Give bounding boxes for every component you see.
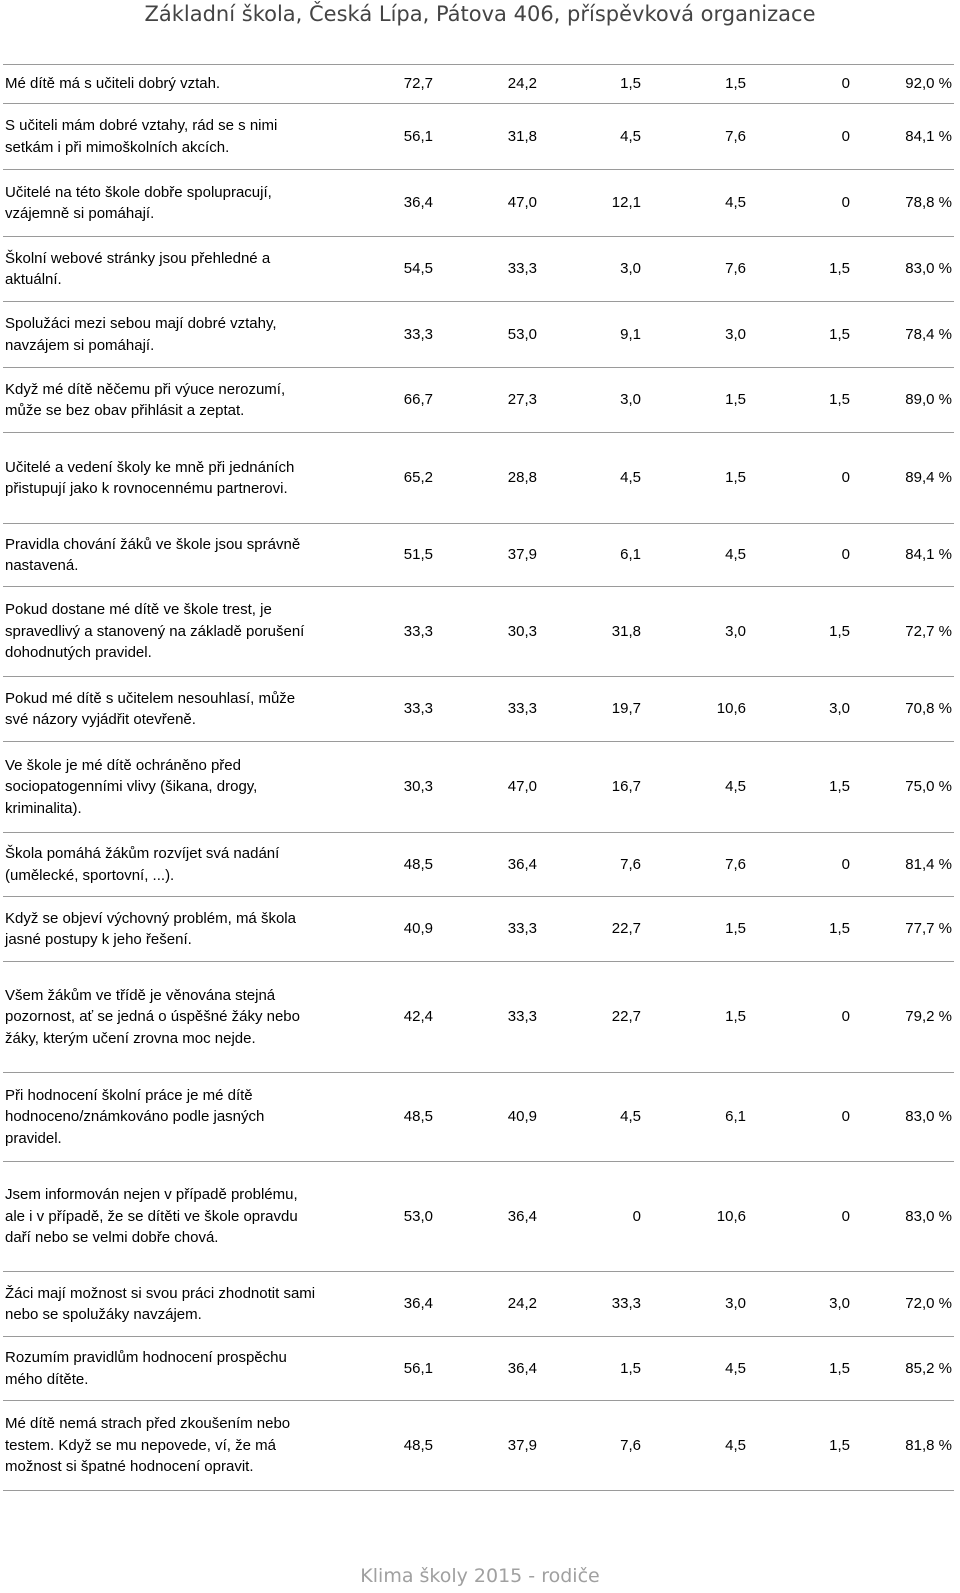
value-strongly-disagree: 4,5 <box>643 1337 748 1401</box>
value-dont-know: 0 <box>748 962 852 1073</box>
table-row <box>3 524 954 587</box>
question-cell: Mé dítě má s učiteli dobrý vztah. <box>3 65 333 104</box>
value-satisfaction-total: 85,2 % <box>852 1337 954 1401</box>
question-cell: Učitelé na této škole dobře spolupracují, vzájemně si pomáhají. <box>3 170 333 237</box>
value-strongly-disagree: 7,6 <box>643 237 748 302</box>
value-dont-know: 1,5 <box>748 237 852 302</box>
value-strongly-disagree: 7,6 <box>643 104 748 170</box>
value-strongly-disagree: 1,5 <box>643 897 748 962</box>
value-strongly-agree: 42,4 <box>333 962 435 1073</box>
value-strongly-disagree: 10,6 <box>643 1162 748 1272</box>
value-dont-know: 0 <box>748 65 852 104</box>
value-disagree: 6,1 <box>539 524 643 587</box>
survey-results-table <box>3 64 954 1491</box>
value-disagree: 22,7 <box>539 962 643 1073</box>
value-satisfaction-total: 89,0 % <box>852 368 954 433</box>
value-dont-know: 0 <box>748 833 852 897</box>
value-disagree: 33,3 <box>539 1272 643 1337</box>
value-strongly-agree: 48,5 <box>333 1401 435 1491</box>
question-cell: Když mé dítě něčemu při výuce nerozumí, může se bez obav přihlásit a zeptat. <box>3 368 333 433</box>
value-satisfaction-total: 81,8 % <box>852 1401 954 1491</box>
table-row <box>3 1073 954 1162</box>
question-cell: S učiteli mám dobré vztahy, rád se s nimi setkám i při mimoškolních akcích. <box>3 104 333 170</box>
question-cell: Školní webové stránky jsou přehledné a aktuální. <box>3 237 333 302</box>
value-agree: 33,3 <box>435 237 539 302</box>
value-agree: 37,9 <box>435 1401 539 1491</box>
value-strongly-disagree: 3,0 <box>643 1272 748 1337</box>
value-disagree: 7,6 <box>539 1401 643 1491</box>
value-satisfaction-total: 92,0 % <box>852 65 954 104</box>
question-cell: Škola pomáhá žákům rozvíjet svá nadání (umělecké, sportovní, ...). <box>3 833 333 897</box>
value-strongly-agree: 33,3 <box>333 677 435 742</box>
value-strongly-disagree: 6,1 <box>643 1073 748 1162</box>
table-row <box>3 170 954 237</box>
value-satisfaction-total: 75,0 % <box>852 742 954 833</box>
table-row <box>3 368 954 433</box>
question-cell: Mé dítě nemá strach před zkoušením nebo testem. Když se mu nepovede, ví, že má možnost si špatné hodnocení opravit. <box>3 1401 333 1491</box>
question-cell: Když se objeví výchovný problém, má škola jasné postupy k jeho řešení. <box>3 897 333 962</box>
value-agree: 36,4 <box>435 833 539 897</box>
value-satisfaction-total: 77,7 % <box>852 897 954 962</box>
question-cell: Všem žákům ve třídě je věnována stejná pozornost, ať se jedná o úspěšné žáky nebo žáky, kterým učení zrovna moc nejde. <box>3 962 333 1073</box>
page-header: Základní škola, Česká Lípa, Pátova 406, příspěvková organizace <box>144 2 816 26</box>
value-dont-know: 0 <box>748 1073 852 1162</box>
value-strongly-disagree: 4,5 <box>643 742 748 833</box>
value-agree: 47,0 <box>435 742 539 833</box>
value-disagree: 3,0 <box>539 237 643 302</box>
value-satisfaction-total: 83,0 % <box>852 1073 954 1162</box>
value-satisfaction-total: 83,0 % <box>852 237 954 302</box>
value-dont-know: 1,5 <box>748 742 852 833</box>
table-row <box>3 587 954 677</box>
value-satisfaction-total: 81,4 % <box>852 833 954 897</box>
value-strongly-disagree: 4,5 <box>643 524 748 587</box>
value-strongly-agree: 66,7 <box>333 368 435 433</box>
value-dont-know: 3,0 <box>748 1272 852 1337</box>
table-row <box>3 897 954 962</box>
value-dont-know: 1,5 <box>748 302 852 368</box>
value-dont-know: 1,5 <box>748 1401 852 1491</box>
table-row <box>3 104 954 170</box>
value-agree: 33,3 <box>435 962 539 1073</box>
value-dont-know: 1,5 <box>748 587 852 677</box>
value-satisfaction-total: 84,1 % <box>852 104 954 170</box>
value-agree: 31,8 <box>435 104 539 170</box>
question-cell: Jsem informován nejen v případě problému, ale i v případě, že se dítěti ve škole opravdu daří nebo se velmi dobře chová. <box>3 1162 333 1272</box>
table-row <box>3 962 954 1073</box>
page-footer: Klima školy 2015 - rodiče <box>360 1565 600 1587</box>
question-cell: Rozumím pravidlům hodnocení prospěchu mého dítěte. <box>3 1337 333 1401</box>
value-satisfaction-total: 70,8 % <box>852 677 954 742</box>
table-row <box>3 302 954 368</box>
table-row <box>3 833 954 897</box>
table-row <box>3 1337 954 1401</box>
value-dont-know: 0 <box>748 433 852 524</box>
value-strongly-disagree: 7,6 <box>643 833 748 897</box>
value-agree: 36,4 <box>435 1337 539 1401</box>
value-disagree: 16,7 <box>539 742 643 833</box>
table-row <box>3 237 954 302</box>
value-satisfaction-total: 72,0 % <box>852 1272 954 1337</box>
value-agree: 53,0 <box>435 302 539 368</box>
value-strongly-agree: 40,9 <box>333 897 435 962</box>
value-disagree: 3,0 <box>539 368 643 433</box>
value-agree: 24,2 <box>435 1272 539 1337</box>
value-disagree: 7,6 <box>539 833 643 897</box>
value-agree: 28,8 <box>435 433 539 524</box>
value-strongly-agree: 65,2 <box>333 433 435 524</box>
value-disagree: 12,1 <box>539 170 643 237</box>
question-cell: Ve škole je mé dítě ochráněno před sociopatogenními vlivy (šikana, drogy, kriminalita). <box>3 742 333 833</box>
question-cell: Při hodnocení školní práce je mé dítě hodnoceno/známkováno podle jasných pravidel. <box>3 1073 333 1162</box>
value-dont-know: 0 <box>748 104 852 170</box>
value-strongly-disagree: 4,5 <box>643 1401 748 1491</box>
value-strongly-agree: 56,1 <box>333 104 435 170</box>
value-dont-know: 1,5 <box>748 897 852 962</box>
value-dont-know: 1,5 <box>748 1337 852 1401</box>
value-strongly-agree: 33,3 <box>333 587 435 677</box>
value-strongly-agree: 53,0 <box>333 1162 435 1272</box>
value-agree: 33,3 <box>435 897 539 962</box>
value-satisfaction-total: 84,1 % <box>852 524 954 587</box>
question-cell: Spolužáci mezi sebou mají dobré vztahy, navzájem si pomáhají. <box>3 302 333 368</box>
value-strongly-disagree: 3,0 <box>643 302 748 368</box>
value-satisfaction-total: 78,4 % <box>852 302 954 368</box>
value-satisfaction-total: 72,7 % <box>852 587 954 677</box>
value-strongly-agree: 36,4 <box>333 1272 435 1337</box>
value-strongly-disagree: 1,5 <box>643 962 748 1073</box>
value-strongly-agree: 48,5 <box>333 1073 435 1162</box>
value-strongly-agree: 51,5 <box>333 524 435 587</box>
value-dont-know: 3,0 <box>748 677 852 742</box>
value-dont-know: 1,5 <box>748 368 852 433</box>
value-satisfaction-total: 78,8 % <box>852 170 954 237</box>
value-disagree: 4,5 <box>539 433 643 524</box>
value-agree: 30,3 <box>435 587 539 677</box>
value-agree: 47,0 <box>435 170 539 237</box>
value-disagree: 22,7 <box>539 897 643 962</box>
value-agree: 36,4 <box>435 1162 539 1272</box>
table-row <box>3 1162 954 1272</box>
value-dont-know: 0 <box>748 524 852 587</box>
value-disagree: 31,8 <box>539 587 643 677</box>
value-satisfaction-total: 89,4 % <box>852 433 954 524</box>
table-row <box>3 742 954 833</box>
value-strongly-agree: 36,4 <box>333 170 435 237</box>
value-strongly-agree: 30,3 <box>333 742 435 833</box>
value-satisfaction-total: 79,2 % <box>852 962 954 1073</box>
value-strongly-disagree: 1,5 <box>643 65 748 104</box>
question-cell: Učitelé a vedení školy ke mně při jednáních přistupují jako k rovnocennému partnerovi. <box>3 433 333 524</box>
value-disagree: 1,5 <box>539 1337 643 1401</box>
table-row <box>3 677 954 742</box>
value-disagree: 1,5 <box>539 65 643 104</box>
value-strongly-disagree: 1,5 <box>643 368 748 433</box>
value-strongly-agree: 56,1 <box>333 1337 435 1401</box>
value-strongly-agree: 33,3 <box>333 302 435 368</box>
value-disagree: 4,5 <box>539 104 643 170</box>
value-disagree: 0 <box>539 1162 643 1272</box>
value-strongly-disagree: 3,0 <box>643 587 748 677</box>
value-agree: 33,3 <box>435 677 539 742</box>
question-cell: Pokud dostane mé dítě ve škole trest, je spravedlivý a stanovený na základě porušení dohodnutých pravidel. <box>3 587 333 677</box>
value-strongly-disagree: 1,5 <box>643 433 748 524</box>
table-row <box>3 433 954 524</box>
table-row <box>3 65 954 104</box>
question-cell: Žáci mají možnost si svou práci zhodnotit sami nebo se spolužáky navzájem. <box>3 1272 333 1337</box>
value-disagree: 19,7 <box>539 677 643 742</box>
question-cell: Pravidla chování žáků ve škole jsou správně nastavená. <box>3 524 333 587</box>
value-strongly-agree: 54,5 <box>333 237 435 302</box>
value-disagree: 9,1 <box>539 302 643 368</box>
value-strongly-disagree: 4,5 <box>643 170 748 237</box>
survey-table-body <box>3 65 954 1491</box>
value-dont-know: 0 <box>748 170 852 237</box>
value-agree: 40,9 <box>435 1073 539 1162</box>
value-satisfaction-total: 83,0 % <box>852 1162 954 1272</box>
value-disagree: 4,5 <box>539 1073 643 1162</box>
value-agree: 24,2 <box>435 65 539 104</box>
value-strongly-agree: 48,5 <box>333 833 435 897</box>
value-agree: 27,3 <box>435 368 539 433</box>
table-row <box>3 1272 954 1337</box>
value-strongly-disagree: 10,6 <box>643 677 748 742</box>
question-cell: Pokud mé dítě s učitelem nesouhlasí, může své názory vyjádřit otevřeně. <box>3 677 333 742</box>
table-row <box>3 1401 954 1491</box>
value-agree: 37,9 <box>435 524 539 587</box>
value-dont-know: 0 <box>748 1162 852 1272</box>
value-strongly-agree: 72,7 <box>333 65 435 104</box>
